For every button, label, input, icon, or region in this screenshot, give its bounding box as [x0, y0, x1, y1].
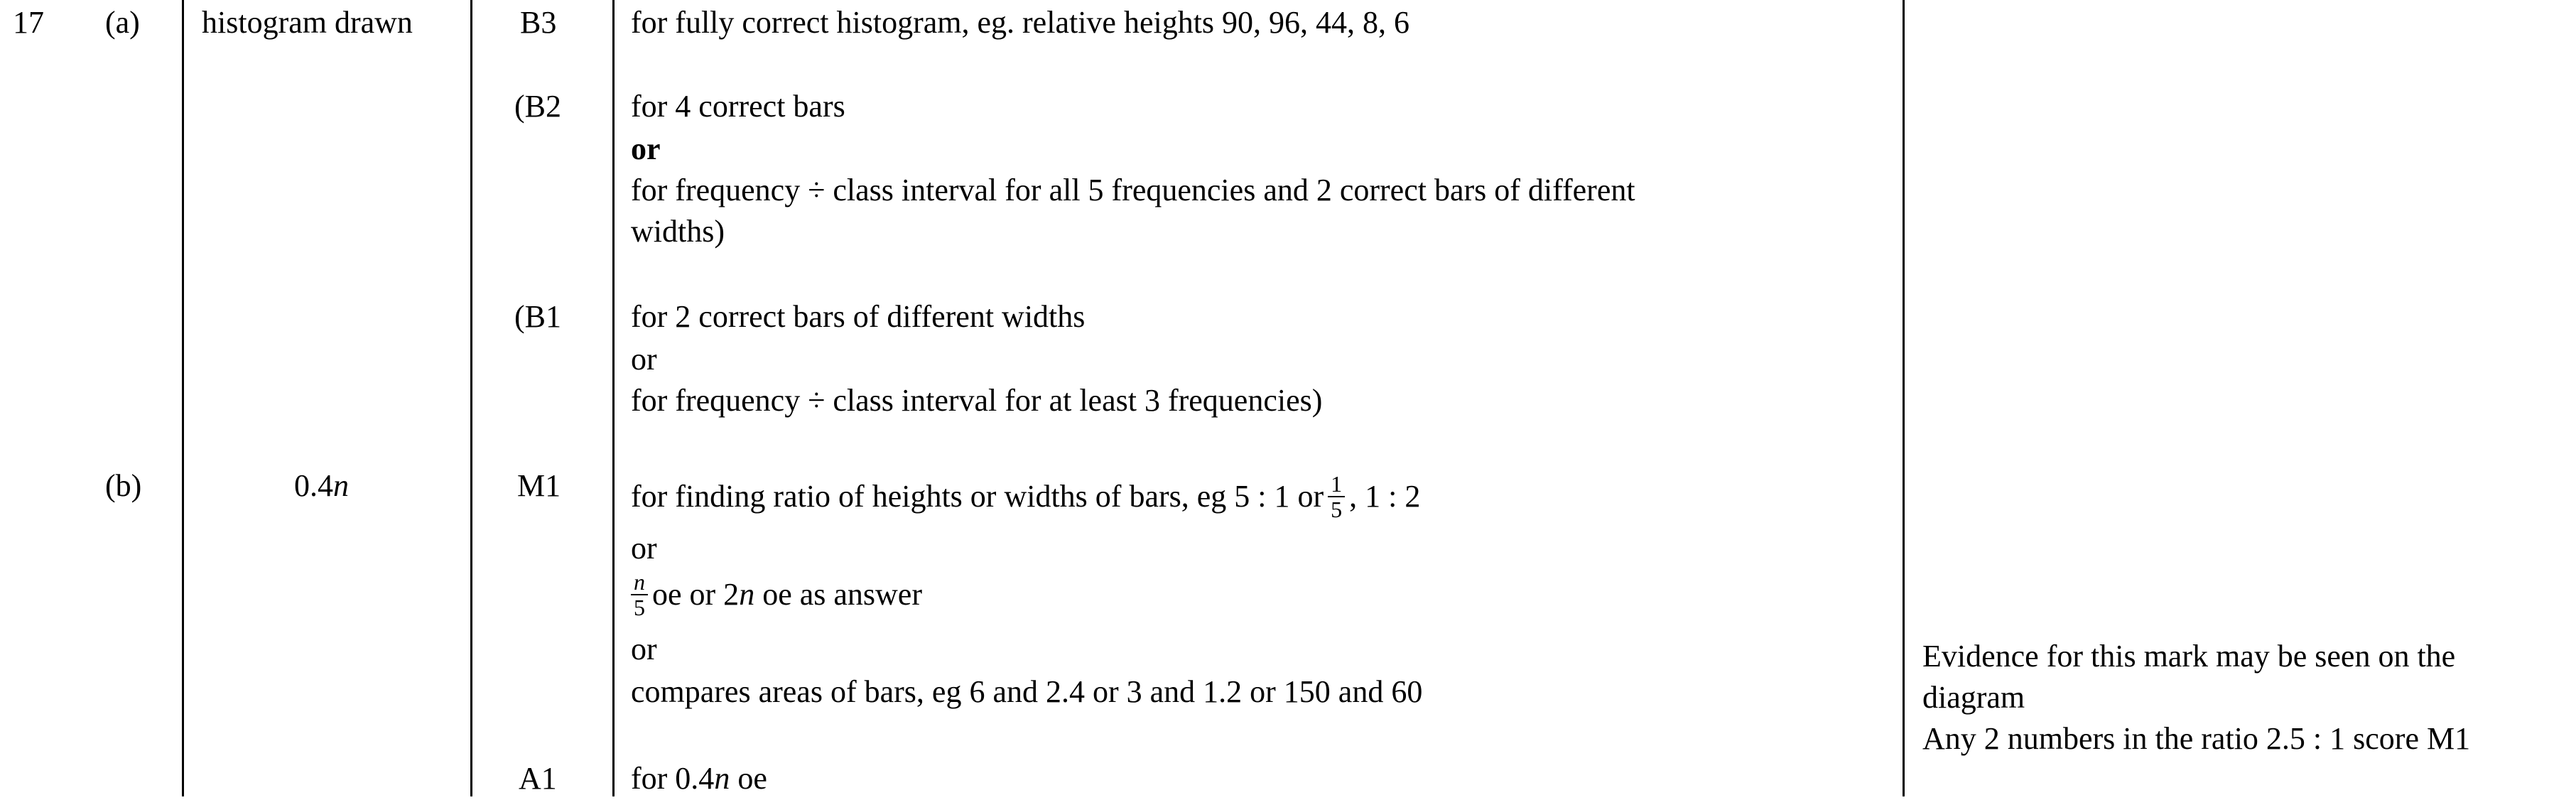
part-a-answer: histogram drawn	[202, 5, 413, 40]
mark-note-b3: for fully correct histogram, eg. relative heights 90, 96, 44, 8, 6	[631, 5, 1410, 40]
mark-note-m1-or2: or	[631, 632, 657, 666]
column-divider-answer	[182, 0, 184, 796]
mark-note-b2-line2: for frequency ÷ class interval for all 5 frequencies and 2 correct bars of different	[631, 173, 1635, 207]
mark-note-m1-line3: compares areas of bars, eg 6 and 2.4 or 3 and 1.2 or 150 and 60	[631, 674, 1423, 709]
comment-line1: Evidence for this mark may be seen on the	[1922, 639, 2456, 674]
column-divider-notes	[612, 0, 615, 796]
mark-code-b1: (B1	[514, 299, 561, 334]
mark-note-b2-line3: widths)	[631, 214, 725, 249]
question-number: 17	[13, 5, 44, 40]
mark-code-a1: A1	[519, 761, 557, 796]
comment-line3: Any 2 numbers in the ratio 2.5 : 1 score M1	[1922, 721, 2471, 756]
column-divider-comments	[1903, 0, 1905, 796]
mark-code-b2: (B2	[514, 89, 561, 124]
fraction-n-over-five: $\frac{n}{5}$	[631, 570, 648, 620]
mark-code-b3: B3	[520, 5, 557, 40]
mark-note-b1-line2: for frequency ÷ class interval for at least 3 frequencies)	[631, 383, 1323, 418]
part-a-label: (a)	[105, 5, 140, 40]
fraction-one-fifth: $\frac{1}{5}$	[1328, 472, 1345, 521]
mark-note-b2-line1: for 4 correct bars	[631, 89, 845, 124]
part-b-label: (b)	[105, 468, 142, 503]
column-divider-mark	[470, 0, 472, 796]
comment-line2: diagram	[1922, 680, 2025, 715]
mark-note-m1-line2: $\frac{n}{5}$ oe or 2n oe as answer	[631, 573, 922, 622]
mark-code-m1: M1	[517, 468, 561, 503]
mark-note-m1-or1: or	[631, 531, 657, 566]
mark-note-b1-or: or	[631, 342, 657, 377]
part-b-answer: 0.4n	[294, 468, 349, 503]
mark-note-b2-or: or	[631, 131, 661, 166]
mark-note-a1: for 0.4n oe	[631, 761, 767, 796]
mark-note-m1-line1: for finding ratio of heights or widths of bars, eg 5 : 1 or $\frac{1}{5}$ , 1 : 2	[631, 471, 1421, 522]
mark-note-b1-line1: for 2 correct bars of different widths	[631, 299, 1086, 334]
